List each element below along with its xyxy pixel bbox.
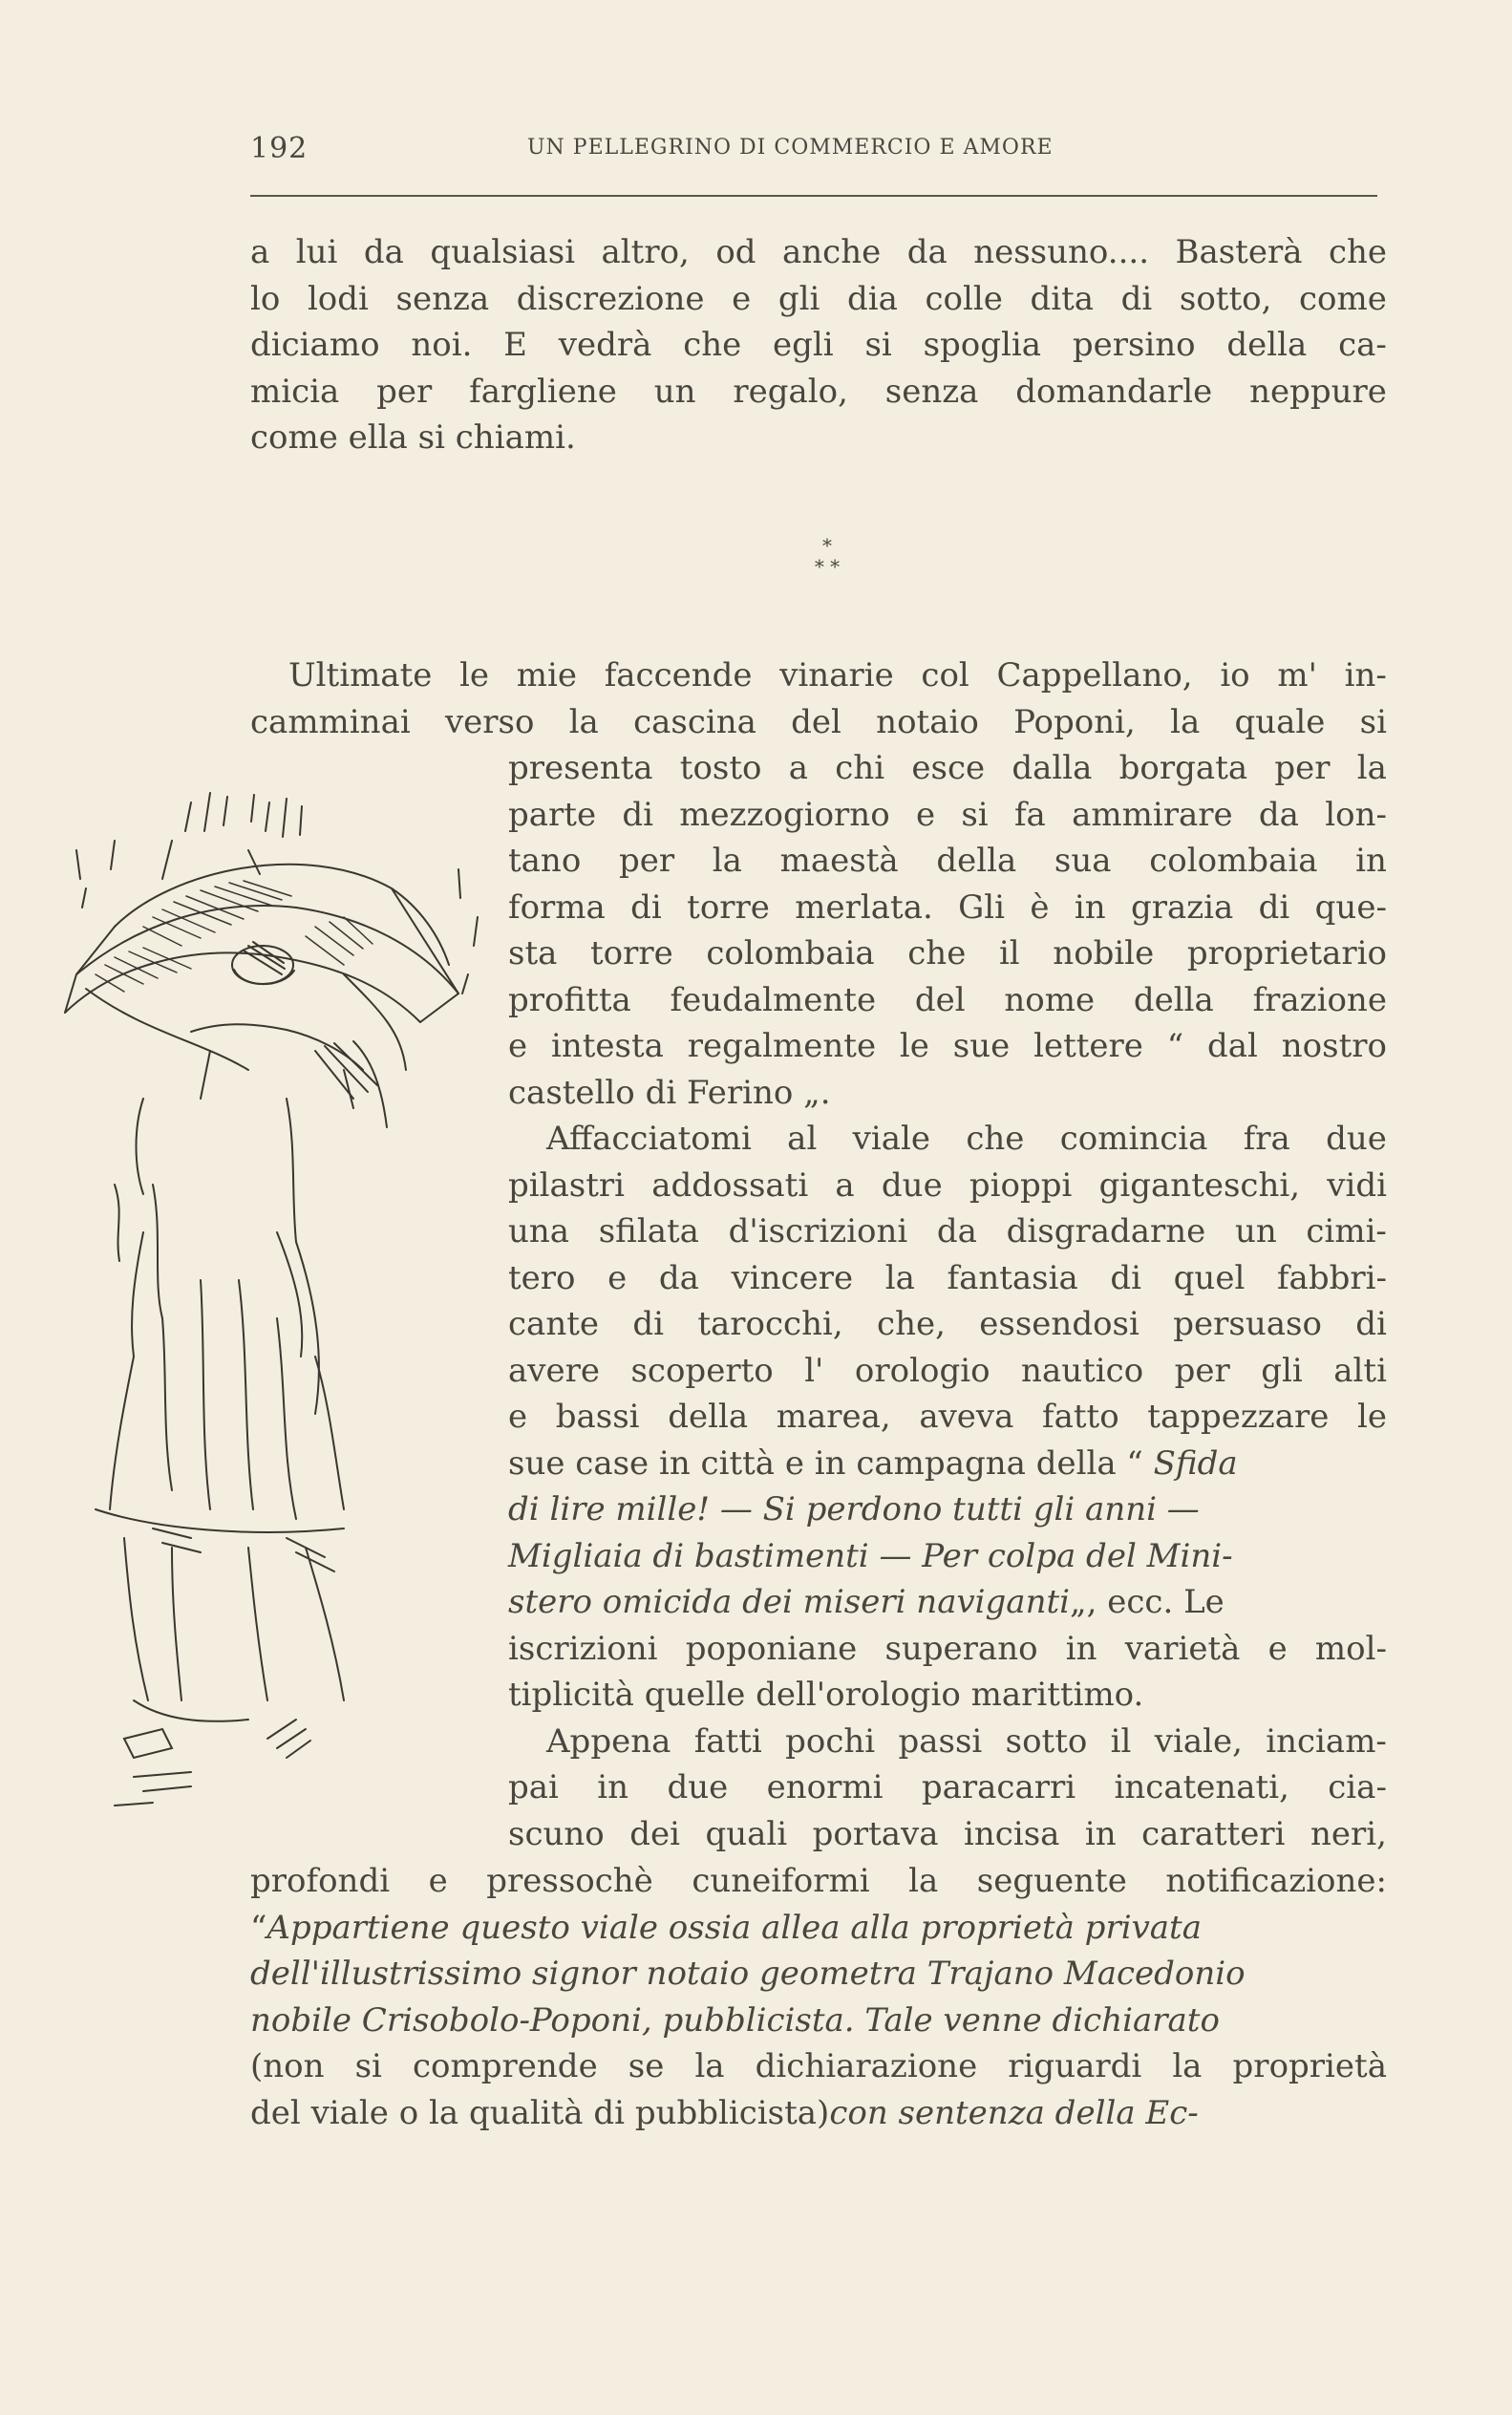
word: della [668, 1398, 749, 1436]
word: “ [1166, 1027, 1184, 1065]
word: seguente [976, 1862, 1127, 1900]
word: mol- [1314, 1629, 1387, 1668]
word: comincia [1059, 1120, 1208, 1158]
word: da [658, 1258, 699, 1297]
word: altro, [601, 233, 690, 271]
word: addossati [651, 1165, 809, 1205]
text-line [508, 1811, 1387, 1858]
word: si [354, 2047, 382, 2085]
word: discrezione [516, 279, 705, 318]
word: tano [508, 842, 582, 880]
word: lui [295, 233, 338, 271]
word: sta [508, 934, 558, 972]
word: nobile [1053, 934, 1155, 972]
text-line: tiplicità quelle dell'orologio marittimo. [508, 1676, 1144, 1714]
word: che [1328, 233, 1387, 271]
word: pai [508, 1768, 559, 1806]
text-line [250, 699, 1387, 746]
word: la [694, 2047, 725, 2085]
text-line [250, 1951, 1387, 1998]
word: persuaso [1173, 1305, 1322, 1343]
text-line [508, 1163, 1387, 1209]
word: giganteschi, [1098, 1165, 1301, 1205]
text-line [250, 1998, 1387, 2044]
word: quel [1173, 1258, 1246, 1297]
text-line [250, 1858, 1387, 1905]
word: m' [1277, 656, 1317, 695]
word: le [1356, 1398, 1387, 1436]
word: notaio [876, 702, 979, 741]
word: riguardi [1008, 2047, 1142, 2085]
word: sotto, [1179, 279, 1272, 318]
word: lodi [307, 279, 369, 318]
word: a [250, 233, 270, 271]
text-line [250, 652, 1387, 699]
word: notificazione: [1165, 1862, 1387, 1900]
word: il [998, 934, 1020, 972]
word: una [508, 1212, 570, 1250]
word: merlata. [795, 887, 933, 927]
section-separator [799, 535, 856, 583]
italic-run: dell'illustrissimo signor notaio geometra Trajano Macedonio [250, 1955, 1246, 1993]
text-line: castello di Ferino „. [508, 1073, 831, 1112]
word: essendosi [979, 1305, 1139, 1343]
word: vedrà [558, 326, 652, 364]
text-line [508, 1348, 1387, 1395]
italic-run: nobile Crisobolo-Poponi, pubblicista. Tale venne dichiarato [250, 2000, 1220, 2040]
word: dia [846, 279, 898, 318]
word: presenta [508, 749, 653, 787]
word: sue [952, 1027, 1011, 1065]
word: caratteri [1141, 1814, 1286, 1853]
word: la [884, 1258, 915, 1297]
text-line [250, 229, 1387, 276]
text-line [508, 1116, 1387, 1163]
word: passi [898, 1721, 983, 1761]
word: si [1359, 702, 1387, 741]
word: dita [1030, 279, 1095, 318]
word: da [936, 1212, 977, 1250]
word: le [459, 656, 490, 695]
paragraph-wrapped [508, 745, 1387, 1857]
word: se [628, 2047, 665, 2085]
word: da [1258, 795, 1299, 834]
word: è [1030, 887, 1050, 927]
running-title: UN PELLEGRINO DI COMMERCIO E AMORE [527, 136, 1054, 160]
word: tero [508, 1258, 576, 1297]
word: maestà [779, 842, 899, 880]
word: per [618, 842, 675, 880]
word: grazia [1130, 887, 1234, 927]
word: viale, [1154, 1721, 1243, 1761]
text-line [508, 1023, 1387, 1070]
italic-run: con sentenza della Ec- [829, 2093, 1199, 2132]
word: e [732, 279, 752, 318]
word: per [1174, 1351, 1230, 1390]
word: di [1355, 1305, 1387, 1343]
word: dei [629, 1814, 680, 1853]
word: sua [1054, 842, 1112, 880]
word: orologio [854, 1351, 990, 1390]
word: fantasia [947, 1258, 1078, 1297]
word: aveva [919, 1398, 1014, 1436]
word: bassi [555, 1398, 640, 1436]
text-run: sue case in città e in campagna della “ [508, 1443, 1143, 1483]
word: che, [877, 1305, 946, 1343]
word: regalo, [733, 372, 848, 411]
word: Gli [958, 887, 1006, 927]
word: fatti [693, 1721, 762, 1761]
word: sotto [1005, 1721, 1088, 1761]
word: persino [1072, 326, 1196, 364]
italic-run: di lire mille! — Si perdono tutti gli anni — [508, 1490, 1200, 1528]
word: forma [508, 887, 606, 927]
word: pressochè [486, 1862, 653, 1900]
word: l' [804, 1351, 824, 1390]
word: della [1226, 326, 1308, 364]
word: le [899, 1027, 929, 1065]
word: e [508, 1027, 528, 1065]
word: domandarle [1015, 372, 1213, 411]
word: vidi [1327, 1165, 1387, 1205]
word: colombaia [706, 934, 875, 972]
word: (non [250, 2047, 325, 2085]
word: Affacciatomi [546, 1120, 752, 1158]
word: sfilata [598, 1212, 699, 1250]
text-line [508, 1719, 1387, 1765]
word: esce [911, 749, 986, 787]
word: tarocchi, [697, 1305, 843, 1343]
word: nostro [1281, 1027, 1387, 1065]
word: profondi [250, 1862, 391, 1900]
word: di [1110, 1258, 1142, 1297]
word: borgata [1118, 749, 1248, 787]
word: che [907, 934, 967, 972]
italic-run: Appartiene questo viale ossia allea alla proprietà privata [266, 1908, 1202, 1947]
text-run: “ [250, 1908, 267, 1947]
word: chi [835, 749, 885, 787]
word: a [835, 1165, 855, 1205]
illustration-woman-with-parasol [57, 783, 506, 1834]
text-line [508, 1255, 1387, 1302]
word: incisa [964, 1814, 1060, 1853]
text-line [508, 745, 1387, 792]
word: enormi [766, 1768, 884, 1806]
word: della [936, 842, 1017, 880]
paragraph-opening [250, 652, 1387, 745]
text-line [250, 322, 1387, 369]
word: in [1074, 887, 1106, 927]
word: e [1267, 1629, 1288, 1668]
text-line [250, 276, 1387, 323]
text-line [508, 792, 1387, 839]
word: mezzogiorno [679, 795, 890, 834]
text-line [508, 977, 1387, 1024]
word: camminai [250, 702, 411, 741]
word: Basterà [1175, 233, 1303, 271]
word: qualsiasi [430, 233, 576, 271]
word: di [632, 1305, 664, 1343]
word: fatto [1042, 1398, 1119, 1436]
text-line [250, 369, 1387, 416]
text-line [508, 885, 1387, 931]
text-line [508, 1533, 1387, 1580]
word: di [622, 795, 653, 834]
word: in [1084, 1814, 1117, 1853]
word: ammirare [1072, 795, 1233, 834]
word: senza [395, 279, 490, 318]
text-line [508, 1486, 1387, 1533]
word: in- [1344, 656, 1387, 695]
word: per [376, 372, 433, 411]
word: alti [1333, 1351, 1387, 1390]
word: e [607, 1258, 628, 1297]
word: neri, [1310, 1814, 1387, 1853]
word: spoglia [923, 326, 1042, 364]
word: diciamo [250, 326, 380, 364]
text-line [508, 1301, 1387, 1348]
word: di [630, 887, 662, 927]
word: Cappellano, [996, 656, 1193, 695]
word: nome [1004, 980, 1096, 1019]
word: di [1258, 887, 1290, 927]
word: dichiarazione [755, 2047, 978, 2085]
word: inciam- [1266, 1721, 1387, 1761]
word: e [508, 1398, 528, 1436]
word: portava [812, 1814, 939, 1853]
text-run: „, ecc. Le [1070, 1583, 1225, 1621]
word: verso [444, 702, 535, 741]
word: anche [782, 233, 882, 271]
word: la [568, 702, 599, 741]
header-rule [250, 195, 1377, 197]
word: cia- [1328, 1768, 1387, 1806]
word: a [788, 749, 809, 787]
word: avere [508, 1351, 600, 1390]
word: od [715, 233, 756, 271]
word: dal [1206, 1027, 1258, 1065]
word: proprietario [1186, 934, 1387, 972]
word: varietà [1124, 1629, 1241, 1668]
text-line [250, 1905, 1387, 1952]
word: la [712, 842, 742, 880]
word: due [667, 1768, 729, 1806]
text-line: come ella si chiami. [250, 418, 576, 457]
italic-run: Migliaia di bastimenti — Per colpa del Mini- [508, 1536, 1233, 1575]
word: in [1355, 842, 1387, 880]
word: di [1120, 279, 1153, 318]
text-line [508, 1764, 1387, 1811]
word: gli [1261, 1351, 1303, 1390]
word: proprietà [1232, 2047, 1387, 2085]
word: cuneiformi [692, 1862, 870, 1900]
text-line [508, 838, 1387, 885]
word: da [363, 233, 404, 271]
word: profitta [508, 980, 631, 1019]
word: due [881, 1165, 943, 1205]
word: Appena [546, 1721, 671, 1761]
word: si [961, 795, 989, 834]
word: pilastri [508, 1165, 626, 1205]
word: la [908, 1862, 939, 1900]
word: lettere [1033, 1027, 1143, 1065]
word: poponiane [685, 1629, 858, 1668]
word: senza [884, 372, 979, 411]
word: quali [705, 1814, 788, 1853]
word: colombaia [1149, 842, 1318, 880]
word: e [428, 1862, 448, 1900]
word: regalmente [687, 1027, 877, 1065]
text-line [250, 2043, 1387, 2090]
word: del [791, 702, 841, 741]
word: tappezzare [1147, 1398, 1330, 1436]
word: frazione [1252, 980, 1387, 1019]
text-line [508, 1208, 1387, 1255]
word: nessuno.... [973, 233, 1150, 271]
word: paracarri [921, 1768, 1076, 1806]
word: marea, [776, 1398, 891, 1436]
word: io [1220, 656, 1250, 695]
word: due [1326, 1120, 1387, 1158]
word: da [906, 233, 948, 271]
page-number: 192 [250, 132, 309, 165]
word: incatenati, [1114, 1768, 1289, 1806]
paragraph-continuation [250, 229, 1387, 461]
text-run: del viale o la qualità di pubblicista) [250, 2093, 830, 2132]
word: colle [925, 279, 1003, 318]
word: viale [852, 1120, 930, 1158]
word: pochi [785, 1721, 876, 1761]
word: scuno [508, 1814, 605, 1853]
word: il [1110, 1721, 1132, 1761]
word: torre [687, 887, 770, 927]
word: la [1356, 749, 1387, 787]
word: gli [777, 279, 820, 318]
paragraph-bottom [250, 1858, 1387, 2136]
word: un [653, 372, 696, 411]
text-line [508, 1579, 1387, 1626]
word: come [1299, 279, 1387, 318]
word: cascina [633, 702, 756, 741]
word: intesta [550, 1027, 664, 1065]
word: pioppi [969, 1165, 1073, 1205]
word: cante [508, 1305, 599, 1343]
word: vinarie [779, 656, 894, 695]
word: fabbri- [1276, 1258, 1387, 1297]
word: cimi- [1306, 1212, 1387, 1250]
word: che [966, 1120, 1025, 1158]
text-line [508, 930, 1387, 977]
word: si [864, 326, 892, 364]
text-line [250, 2090, 1387, 2137]
word: iscrizioni [508, 1629, 658, 1668]
text-line [508, 1441, 1387, 1487]
separator-top-star: * [822, 534, 832, 557]
word: dalla [1012, 749, 1093, 787]
word: e [915, 795, 936, 834]
word: superano [884, 1629, 1038, 1668]
word: neppure [1249, 372, 1387, 411]
word: disgradarne [1006, 1212, 1206, 1250]
word: egli [773, 326, 834, 364]
word: un [1234, 1212, 1277, 1250]
word: della [1133, 980, 1214, 1019]
word: torre [590, 934, 673, 972]
word: la [1172, 2047, 1203, 2085]
word: micia [250, 372, 340, 411]
word: faccende [604, 656, 753, 695]
italic-run: Sfida [1153, 1443, 1238, 1483]
word: fargliene [469, 372, 617, 411]
word: che [683, 326, 742, 364]
word: al [787, 1120, 818, 1158]
word: lo [250, 279, 281, 318]
separator-bottom-stars: * * [814, 555, 841, 578]
word: in [597, 1768, 629, 1806]
word: nautico [1021, 1351, 1144, 1390]
text-line [508, 1626, 1387, 1673]
word: E [503, 326, 527, 364]
word: Ultimate [288, 656, 433, 695]
word: per [1274, 749, 1331, 787]
word: d'iscrizioni [728, 1212, 908, 1250]
word: noi. [411, 326, 473, 364]
word: la [1170, 702, 1201, 741]
word: in [1065, 1629, 1097, 1668]
word: scoperto [630, 1351, 774, 1390]
word: vincere [731, 1258, 854, 1297]
word: parte [508, 795, 597, 834]
word: Poponi, [1013, 702, 1136, 741]
italic-run: stero omicida dei miseri naviganti [508, 1583, 1071, 1621]
word: ca- [1338, 326, 1387, 364]
text-line [508, 1394, 1387, 1441]
word: mie [516, 656, 577, 695]
word: comprende [413, 2047, 598, 2085]
word: fa [1013, 795, 1046, 834]
word: col [921, 656, 969, 695]
word: tosto [679, 749, 762, 787]
word: lon- [1325, 795, 1387, 834]
word: feudalmente [670, 980, 877, 1019]
word: que- [1314, 887, 1387, 927]
word: quale [1234, 702, 1326, 741]
word: del [914, 980, 966, 1019]
word: fra [1243, 1120, 1290, 1158]
